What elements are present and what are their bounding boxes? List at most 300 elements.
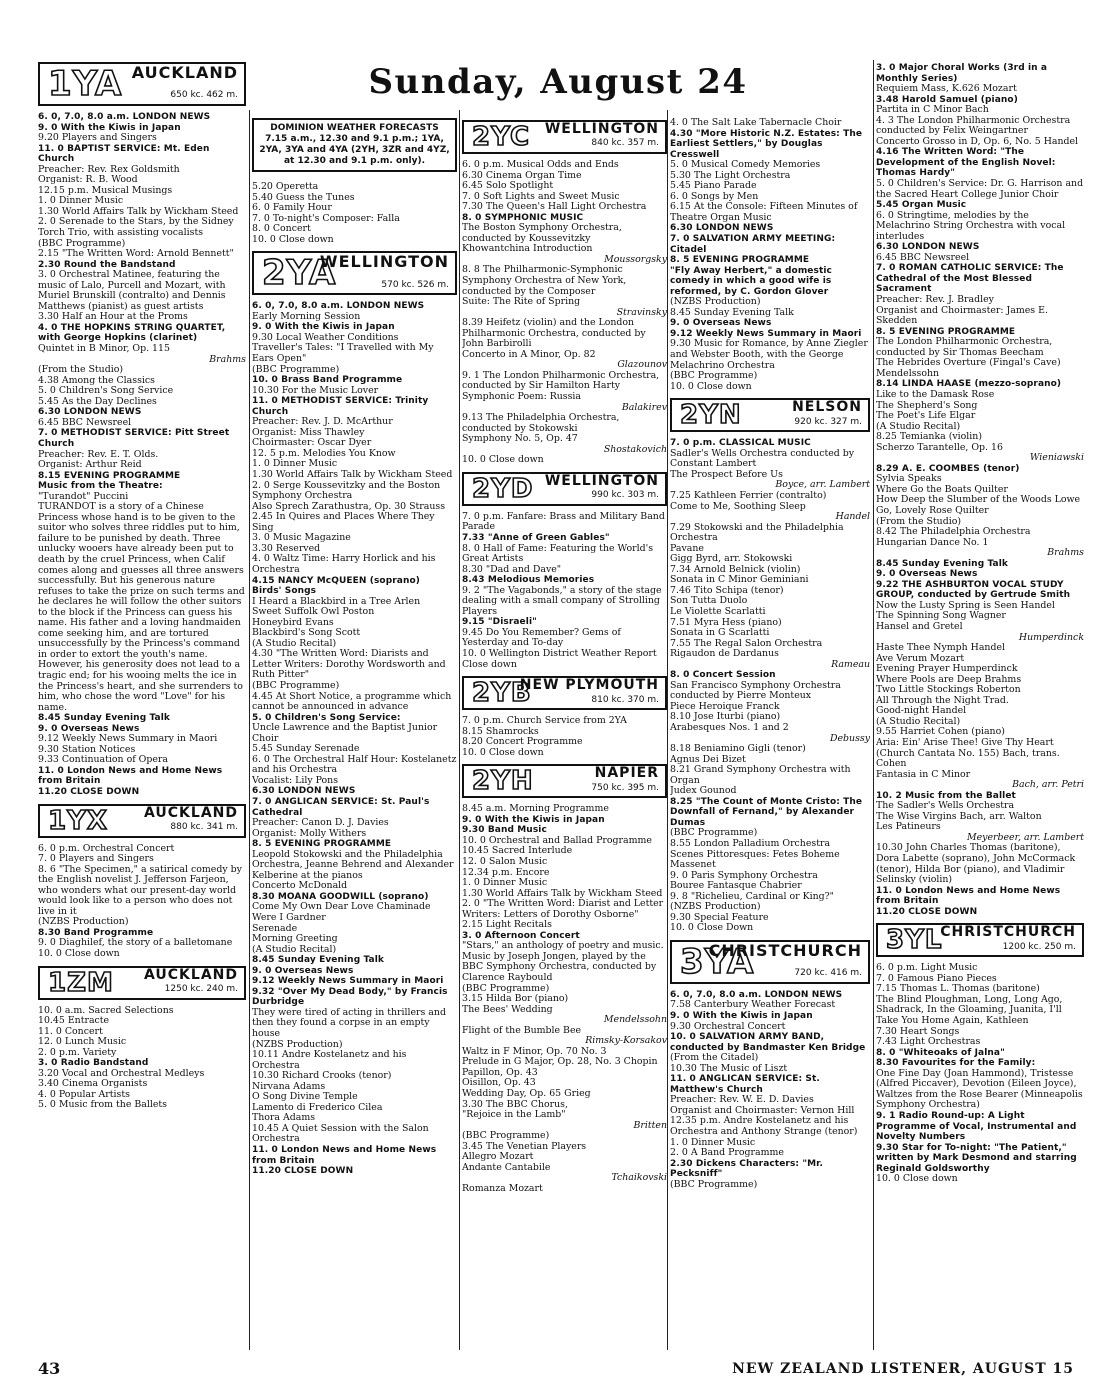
programme-line: 6. 0 Family Hour bbox=[252, 202, 332, 214]
programme-line: 1.30 World Affairs Talk by Wickham Steed bbox=[462, 887, 663, 899]
programme-line: Andante Cantabile bbox=[462, 1161, 551, 1173]
column-1 bbox=[38, 60, 246, 1111]
programme-line: (From the Citadel) bbox=[670, 1052, 759, 1064]
programme-line: Choirmaster: Oscar Dyer bbox=[252, 437, 372, 449]
programme-line: 9.30 Special Feature bbox=[670, 911, 769, 923]
programme-line: 3.45 The Venetian Players bbox=[462, 1140, 587, 1152]
programme-line: 6. 0 Songs by Men bbox=[670, 190, 759, 202]
programme-line: Brahms bbox=[209, 353, 246, 365]
programme-line: Symphony No. 5, Op. 47 bbox=[462, 433, 578, 445]
programme-line: 7. 0 Soft Lights and Sweet Music bbox=[462, 190, 620, 202]
programme-line: 9. 0 Overseas News bbox=[252, 965, 354, 976]
programme-line: Like to the Damask Rose bbox=[876, 388, 995, 400]
programme-line: Glazounov bbox=[617, 359, 667, 371]
listing-1ya-continued bbox=[252, 182, 457, 245]
programme-line: Sweet Suffolk Owl Poston bbox=[252, 606, 375, 618]
programme-line: 6.30 Cinema Organ Time bbox=[462, 169, 582, 181]
programme-line: 8. 5 EVENING PROGRAMME bbox=[252, 839, 392, 850]
programme-line: Gigg Byrd, arr. Stokowski bbox=[670, 553, 793, 565]
programme-line: 9.30 Star for To-night: "The Patient," written by Mark Desmond and starring Reginald Goldsworthy bbox=[876, 1142, 1077, 1174]
listing-2yh bbox=[462, 804, 667, 1194]
programme-line: Early Morning Session bbox=[252, 310, 361, 322]
programme-line: 2.15 Light Recitals bbox=[462, 919, 552, 931]
programme-line: 2. 0 Serge Koussevitzky and the Boston Symphony Orchestra bbox=[252, 479, 441, 502]
programme-line: 9.30 Orchestral Concert bbox=[670, 1020, 786, 1032]
station-2yh-header bbox=[462, 764, 667, 798]
programme-line: 9.33 Continuation of Opera bbox=[38, 754, 168, 766]
station-1yx-header bbox=[38, 804, 246, 838]
programme-line: Meyerbeer, arr. Lambert bbox=[967, 831, 1084, 843]
column-rule bbox=[873, 60, 874, 1350]
programme-line: (NZBS Production) bbox=[252, 1038, 343, 1050]
weather-text: 7.15 a.m., 12.30 and 9.1 p.m.; 1YA, 2YA, 3YA and 4YA (2YH, 3ZR and 4YZ, at 12.30 and 9.1 p.m. only). bbox=[259, 134, 450, 166]
programme-line: 6.30 LONDON NEWS bbox=[670, 223, 774, 234]
programme-line: Now the Lusty Spring is Seen Handel bbox=[876, 599, 1055, 611]
programme-line: 3.30 Half an Hour at the Proms bbox=[38, 311, 188, 323]
programme-line: 9. 0 Paris Symphony Orchestra bbox=[670, 869, 818, 881]
programme-line: All Through the Night Trad. bbox=[876, 694, 1009, 706]
programme-line: The London Philharmonic Orchestra, conducted by Sir Thomas Beecham bbox=[876, 336, 1053, 358]
programme-line: The Prospect Before Us bbox=[670, 468, 783, 480]
programme-line: Wedding Day, Op. 65 Grieg bbox=[462, 1088, 591, 1100]
programme-line: Bouree Fantasque Chabrier bbox=[670, 880, 802, 892]
programme-line: 2. 0 p.m. Variety bbox=[38, 1046, 117, 1058]
programme-line: 6.30 LONDON NEWS bbox=[252, 786, 356, 797]
programme-line: 7.30 Heart Songs bbox=[876, 1025, 960, 1037]
programme-line: (From the Studio) bbox=[876, 515, 962, 527]
programme-line: 5.45 Piano Parade bbox=[670, 180, 757, 192]
programme-line: Preacher: Canon D. J. Davies bbox=[252, 817, 389, 829]
programme-line: 10. 0 Close down bbox=[876, 1173, 958, 1185]
programme-line: 2.30 Dickens Characters: "Mr. Pecksniff" bbox=[670, 1158, 823, 1180]
programme-line: 3.30 The BBC Chorus, bbox=[462, 1098, 568, 1110]
programme-line: Scherzo Tarantelle, Op. 16 bbox=[876, 441, 1003, 453]
station-2ya-header bbox=[252, 251, 457, 295]
programme-line: Arabesques Nos. 1 and 2 bbox=[670, 721, 789, 733]
programme-line: 9. 0 Overseas News bbox=[876, 569, 978, 580]
programme-line: Waltz in F Minor, Op. 70 No. 3 bbox=[462, 1045, 607, 1057]
programme-line: Papillon, Op. 43 bbox=[462, 1066, 538, 1078]
programme-line: Bach, arr. Petri bbox=[1012, 779, 1084, 791]
station-frequency: 650 kc. 462 m. bbox=[170, 90, 238, 101]
programme-line: 9.30 Station Notices bbox=[38, 743, 136, 755]
station-frequency: 810 kc. 370 m. bbox=[591, 694, 659, 705]
station-call-sign: 1YA bbox=[48, 64, 123, 104]
programme-line: Leopold Stokowski and the Philadelphia Orchestra, Jeanne Behrend and Alexander Kelberine at the pianos bbox=[252, 848, 454, 881]
programme-line: Aria: Ein' Arise Thee! Give Thy Heart (Church Cantata No. 155) Bach, trans. Cohen bbox=[876, 737, 1060, 770]
programme-line: One Fine Day (Joan Hammond), Tristesse (Alfred Piccaver), Devotion (Eileen Joyce), Waltzes from the Rose Bearer (Minneapolis Symphony Orchestra) bbox=[876, 1067, 1083, 1111]
listing-2yc-continued bbox=[670, 118, 870, 392]
programme-line: Agnus Dei Bizet bbox=[670, 753, 746, 765]
programme-line: 5.45 Organ Music bbox=[876, 200, 967, 211]
programme-line: (BBC Programme) bbox=[252, 363, 340, 375]
programme-line: 3. 0 Radio Bandstand bbox=[38, 1058, 149, 1069]
programme-line: Hungarian Dance No. 1 bbox=[876, 536, 989, 548]
programme-line: Go, Lovely Rose Quilter bbox=[876, 504, 989, 516]
programme-line: 3.48 Harold Samuel (piano) bbox=[876, 94, 1018, 105]
programme-line: 7. 0 p.m. Church Service from 2YA bbox=[462, 715, 627, 727]
station-city: CHRISTCHURCH bbox=[940, 924, 1076, 941]
programme-line: (A Studio Recital) bbox=[252, 943, 337, 955]
programme-line: Oisillon, Op. 43 bbox=[462, 1077, 536, 1089]
programme-line: 4.45 At Short Notice, a programme which cannot be announced in advance bbox=[252, 690, 452, 713]
programme-line: 8.45 Sunday Evening Talk bbox=[38, 713, 170, 724]
listing-1yx bbox=[38, 844, 246, 960]
programme-line: 6. 0 p.m. Light Music bbox=[876, 962, 978, 974]
listing-3ya-continued bbox=[876, 63, 1084, 917]
programme-line: Rimsky-Korsakov bbox=[585, 1035, 667, 1047]
programme-line: 7.15 Thomas L. Thomas (baritone) bbox=[876, 983, 1040, 995]
programme-line: The Shepherd's Song bbox=[876, 399, 978, 411]
programme-line: The Bees' Wedding bbox=[462, 1003, 553, 1015]
station-3ya-header bbox=[670, 940, 870, 984]
station-frequency: 720 kc. 416 m. bbox=[794, 968, 862, 979]
station-call-sign: 1ZM bbox=[48, 967, 114, 998]
programme-line: 5.40 Guess the Tunes bbox=[252, 191, 355, 203]
programme-line: 1. 0 Dinner Music bbox=[462, 877, 548, 889]
programme-line: (BBC Programme) bbox=[462, 1130, 550, 1142]
programme-line: 10. 0 Close Down bbox=[670, 922, 754, 934]
programme-line: Come to Me, Soothing Sleep bbox=[670, 500, 806, 512]
programme-line: 7.58 Canterbury Weather Forecast bbox=[670, 999, 836, 1011]
programme-line: 3. 0 Major Choral Works (3rd in a Monthly Series) bbox=[876, 63, 1048, 84]
programme-line: Preacher: Rev. E. T. Olds. bbox=[38, 448, 159, 460]
programme-line: Shostakovich bbox=[603, 443, 667, 455]
station-call-sign: 2YD bbox=[472, 473, 534, 504]
programme-line: 9.45 Do You Remember? Gems of Yesterday and To-day bbox=[462, 626, 621, 649]
programme-line: 3.15 Hilda Bor (piano) bbox=[462, 993, 569, 1005]
programme-line: 6.45 BBC Newsreel bbox=[876, 251, 970, 263]
programme-line: Where Pools are Deep Brahms bbox=[876, 673, 1022, 685]
programme-line: 2. 0 A Band Programme bbox=[670, 1147, 784, 1159]
programme-line: 7. 0 METHODIST SERVICE: Pitt Street Church bbox=[38, 428, 230, 449]
programme-line: 10. 0 Close down bbox=[670, 380, 752, 392]
programme-line: Prelude in G Major, Op. 28, No. 3 Chopin bbox=[462, 1056, 658, 1068]
programme-line: 1.30 World Affairs Talk by Wickham Steed bbox=[38, 205, 239, 217]
programme-line: 9. 1 Radio Round-up: A Light Programme of Vocal, Instrumental and Novelty Numbers bbox=[876, 1110, 1077, 1143]
programme-line: 2. 0 "The Written Word: Diarist and Letter Writers: Letters of Dorothy Osborne" bbox=[462, 898, 664, 920]
programme-line: Sylvia Speaks bbox=[876, 473, 942, 485]
programme-line: 8.20 Concert Programme bbox=[462, 736, 583, 748]
programme-line: 7. 0 SALVATION ARMY MEETING: Citadel bbox=[670, 234, 836, 255]
programme-line: 9. 0 With the Kiwis in Japan bbox=[38, 122, 181, 133]
station-call-sign: 2YN bbox=[680, 400, 742, 431]
programme-line: 3. 0 Orchestral Matinee, featuring the music of Lalo, Purcell and Mozart, with Muriel Brunskill (contralto) and Dennis Matthews (pianist) as guest artists bbox=[38, 269, 226, 312]
programme-line: Concerto in A Minor, Op. 82 bbox=[462, 348, 596, 360]
programme-line: 5.45 As the Day Declines bbox=[38, 395, 157, 407]
programme-line: 9.12 Weekly News Summary in Maori bbox=[38, 733, 218, 745]
programme-line: Were I Gardner bbox=[252, 912, 326, 923]
station-frequency: 750 kc. 395 m. bbox=[591, 782, 659, 793]
programme-line: Morning Greeting bbox=[252, 933, 338, 945]
programme-line: Sonata in G Scarlatti bbox=[670, 627, 770, 639]
station-city: WELLINGTON bbox=[544, 121, 659, 137]
programme-line: 9. 8 "Richelieu, Cardinal or King?" bbox=[670, 890, 834, 902]
programme-line: 11. 0 BAPTIST SERVICE: Mt. Eden Church bbox=[38, 143, 210, 165]
listing-2yd bbox=[462, 512, 667, 670]
programme-line: Romanza Mozart bbox=[462, 1182, 543, 1194]
programme-line: 9.12 Weekly News Summary in Maori bbox=[670, 328, 862, 339]
station-frequency: 880 kc. 341 m. bbox=[170, 822, 238, 832]
programme-line: (From the Studio) bbox=[38, 364, 124, 376]
programme-line: 9.30 Local Weather Conditions bbox=[252, 331, 399, 343]
programme-line: 8.30 "Dad and Dave" bbox=[462, 563, 562, 575]
programme-line: 11. 0 London News and Home News from Britain bbox=[876, 885, 1061, 907]
programme-line: 4.38 Among the Classics bbox=[38, 374, 155, 386]
programme-line: Birds' Songs bbox=[252, 586, 317, 597]
page-headline: Sunday, August 24 bbox=[368, 62, 748, 102]
programme-line: Vocalist: Lily Pons bbox=[252, 774, 339, 786]
programme-line: Brahms bbox=[1047, 547, 1084, 559]
station-call-sign: 2YC bbox=[472, 122, 531, 152]
programme-line: Suite: The Rite of Spring bbox=[462, 296, 581, 308]
programme-line: 5. 0 Children's Song Service bbox=[38, 385, 174, 397]
programme-line: 11. 0 ANGLICAN SERVICE: St. Matthew's Church bbox=[670, 1074, 820, 1095]
programme-line: 6.45 Solo Spotlight bbox=[462, 180, 554, 192]
programme-line: Balakirev bbox=[621, 401, 667, 413]
programme-line: 8.14 LINDA HAASE (mezzo-soprano) bbox=[876, 379, 1062, 390]
programme-line: 9. 0 Overseas News bbox=[38, 723, 140, 734]
station-frequency: 840 kc. 357 m. bbox=[591, 138, 659, 149]
programme-line: 9. 0 With the Kiwis in Japan bbox=[252, 322, 395, 333]
programme-line: 5.45 Sunday Serenade bbox=[252, 743, 360, 755]
programme-line: 11.20 CLOSE DOWN bbox=[252, 1166, 354, 1177]
programme-line: 10. 0 Close down bbox=[38, 948, 120, 960]
programme-line: 4.15 NANCY McQUEEN (soprano) bbox=[252, 575, 420, 586]
station-city: NEW PLYMOUTH bbox=[519, 677, 659, 694]
listing-3ya bbox=[670, 990, 870, 1190]
programme-line: 2.30 Round the Bandstand bbox=[38, 259, 176, 270]
programme-line: 9.30 Band Music bbox=[462, 825, 547, 836]
programme-line: 8.15 Shamrocks bbox=[462, 725, 539, 737]
programme-line: 7.34 Arnold Belnick (violin) bbox=[670, 563, 801, 575]
programme-line: (NZBS Production) bbox=[670, 901, 761, 913]
programme-line: 7.51 Myra Hess (piano) bbox=[670, 616, 782, 628]
programme-line: Organist and Choirmaster: James E. Skedden bbox=[876, 304, 1048, 327]
programme-line: 1.30 World Affairs Talk by Wickham Steed bbox=[252, 469, 453, 481]
programme-line: Organist: Arthur Reid bbox=[38, 459, 142, 471]
programme-line: Serenade bbox=[252, 922, 298, 934]
programme-line: 1. 0 Dinner Music bbox=[252, 458, 338, 470]
programme-line: Quintet in B Minor, Op. 115 bbox=[38, 343, 170, 355]
listing-1ya bbox=[38, 112, 246, 798]
programme-line: 6. 0, 7.0, 8.0 a.m. LONDON NEWS bbox=[252, 301, 425, 312]
programme-line: Judex Gounod bbox=[670, 785, 737, 797]
programme-line: (BBC Programme) bbox=[670, 370, 758, 382]
programme-line: 10. 0 Wellington District Weather Report bbox=[462, 647, 657, 659]
programme-line: (NZBS Production) bbox=[38, 916, 129, 928]
programme-line: 7.43 Light Orchestras bbox=[876, 1036, 981, 1048]
programme-line: 7.33 "Anne of Green Gables" bbox=[462, 532, 610, 543]
programme-line: 4. 0 THE HOPKINS STRING QUARTET, with George Hopkins (clarinet) bbox=[38, 322, 226, 344]
station-call-sign: 2YA bbox=[262, 253, 337, 294]
station-frequency: 990 kc. 303 m. bbox=[591, 490, 659, 501]
programme-line: 7. 0 To-night's Composer: Falla bbox=[252, 212, 400, 224]
programme-line: 8. 8 The Philharmonic-Symphonic Symphony Orchestra of New York, conducted by the Composer bbox=[462, 264, 627, 297]
programme-line: Uncle Lawrence and the Baptist Junior Choir bbox=[252, 722, 438, 744]
programme-line: 5. 0 Musical Comedy Memories bbox=[670, 159, 821, 171]
programme-line: Pavane bbox=[670, 542, 704, 554]
programme-line: 8.30 Favourites for the Family: bbox=[876, 1058, 1036, 1069]
station-2yb-header bbox=[462, 676, 667, 710]
programme-line: Scenes Pittoresques: Fetes Boheme Massenet bbox=[670, 848, 840, 871]
programme-line: Hansel and Gretel bbox=[876, 620, 963, 632]
programme-line: (BBC Programme) bbox=[462, 982, 550, 994]
programme-line: Wieniawski bbox=[1029, 452, 1084, 464]
column-4 bbox=[670, 118, 870, 1190]
programme-line: 9. 1 The London Philharmonic Orchestra, conducted by Sir Hamilton Harty bbox=[462, 369, 660, 392]
listing-1zm bbox=[38, 1006, 246, 1111]
programme-line: 8.25 "The Count of Monte Cristo: The Downfall of Fernand," by Alexander Dumas bbox=[670, 796, 863, 828]
programme-line: Organist and Choirmaster: Vernon Hill bbox=[670, 1104, 855, 1116]
programme-line: Moussorgsky bbox=[604, 253, 667, 265]
programme-line: Allegro Mozart bbox=[462, 1151, 534, 1163]
programme-line: Organist: R. B. Wood bbox=[38, 174, 138, 186]
programme-line: 8.45 a.m. Morning Programme bbox=[462, 803, 609, 815]
programme-line: Mendelssohn bbox=[603, 1014, 667, 1026]
programme-line: 9. 0 With the Kiwis in Japan bbox=[462, 814, 605, 825]
programme-line: 11.20 CLOSE DOWN bbox=[876, 906, 978, 917]
programme-line: 3.20 Vocal and Orchestral Medleys bbox=[38, 1067, 205, 1079]
programme-line: Haste Thee Nymph Handel bbox=[876, 642, 1005, 654]
programme-line: 8. 6 "The Specimen," a satirical comedy by the English novelist J. Jefferson Farjeon, who wonders what our present-day world would look like to a person who does not live in it bbox=[38, 863, 242, 917]
programme-line: Partita in C Minor Bach bbox=[876, 104, 989, 116]
column-2 bbox=[252, 118, 457, 1177]
programme-line: 11. 0 Concert bbox=[38, 1025, 103, 1037]
station-call-sign: 2YH bbox=[472, 766, 534, 797]
programme-line: Humperdinck bbox=[1018, 631, 1084, 643]
programme-line: 12. 5 p.m. Melodies You Know bbox=[252, 447, 396, 459]
programme-line: 12.15 p.m. Musical Musings bbox=[38, 184, 173, 196]
programme-line: The Blind Ploughman, Long, Long Ago, Shadrack, In the Gloaming, Juanita, I'll Take You Home Again, Kathleen bbox=[876, 993, 1063, 1027]
programme-line: 2.15 "The Written Word: Arnold Bennett" bbox=[38, 248, 234, 260]
programme-line: 4.16 The Written Word: "The Development of the English Novel: Thomas Hardy" bbox=[876, 147, 1056, 179]
station-frequency: 570 kc. 526 m. bbox=[381, 279, 449, 290]
listing-2ya bbox=[252, 301, 457, 1176]
programme-line: 6. 0, 7.0, 8.0 a.m. LONDON NEWS bbox=[670, 989, 843, 1000]
publication-footer: NEW ZEALAND LISTENER, AUGUST 15 bbox=[732, 1361, 1074, 1377]
station-city: NAPIER bbox=[594, 765, 659, 782]
programme-line: "Stars," an anthology of poetry and music. Music by Joseph Jongen, played by the BBC Symphony Orchestra, conducted by Clarence Raybould bbox=[462, 940, 664, 983]
programme-line: 8.30 MOANA GOODWILL (soprano) bbox=[252, 891, 429, 902]
programme-line: 8.45 Sunday Evening Talk bbox=[876, 558, 1008, 569]
programme-line: 6. 0 Stringtime, melodies by the Melachrino String Orchestra with vocal interludes bbox=[876, 209, 1066, 242]
programme-line: Preacher: Rev. J. Bradley bbox=[876, 294, 994, 306]
programme-line: 9.13 The Philadelphia Orchestra, conducted by Stokowski bbox=[462, 412, 620, 434]
programme-line: 7. 0 ANGLICAN SERVICE: St. Paul's Cathedral bbox=[252, 796, 430, 818]
programme-line: 6.45 BBC Newsreel bbox=[38, 416, 132, 428]
programme-line: 9. 2 "The Vagabonds," a story of the stage dealing with a small company of Strolling Players bbox=[462, 584, 662, 617]
programme-line: (A Studio Recital) bbox=[252, 637, 337, 649]
programme-line: 12. 0 Lunch Music bbox=[38, 1036, 127, 1048]
programme-line: 8.25 Temianka (violin) bbox=[876, 431, 982, 443]
programme-line: (BBC Programme) bbox=[252, 679, 340, 691]
programme-line: 2.45 In Quires and Places Where They Sing bbox=[252, 511, 435, 533]
programme-line: Music from the Theatre: bbox=[38, 481, 163, 492]
programme-line: TURANDOT is a story of a Chinese Princess whose hand is to be given to the suitor who solves three riddles put to him, failure to be punished by death. Three unlucky wooers have already been put to death by the cruel Princess, when Calif comes along and guesses all three answers successfully. But his generous nature refuses to take the prize on such terms and he declares he will follow the other suitors to the block if the Princess can guess his name. His father and a loving handmaiden come seeking him, and are tortured unsuccessfully by the Princess's command in order to extort the youth's name. However, his generosity does not lead to a tragic end; for his wooing melts the ice in the Princess's heart, and she surrenders to him, who chose the word "Love" for his name. bbox=[38, 501, 245, 713]
weather-forecast-box bbox=[252, 118, 457, 172]
programme-line: The Sadler's Wells Orchestra bbox=[876, 800, 1015, 812]
programme-line: 8.43 Melodious Memories bbox=[462, 575, 595, 586]
station-city: AUCKLAND bbox=[131, 63, 238, 82]
programme-line: Nirvana Adams bbox=[252, 1080, 326, 1092]
programme-line: Ave Verum Mozart bbox=[876, 652, 965, 664]
programme-line: 11. 0 METHODIST SERVICE: Trinity Church bbox=[252, 396, 429, 417]
station-frequency: 920 kc. 327 m. bbox=[794, 416, 862, 427]
column-rule bbox=[459, 110, 460, 1350]
programme-line: 10.11 Andre Kostelanetz and his Orchestra bbox=[252, 1049, 407, 1071]
programme-line: Thora Adams bbox=[252, 1112, 316, 1124]
programme-line: 6.15 At the Console: Fifteen Minutes of Theatre Organ Music bbox=[670, 201, 858, 223]
programme-line: 6. 0 The Orchestral Half Hour: Kostelanetz and his Orchestra bbox=[252, 753, 457, 776]
programme-line: 1. 0 Dinner Music bbox=[670, 1136, 756, 1148]
programme-line: 9.15 "Disraeli" bbox=[462, 617, 537, 628]
programme-line: Debussy bbox=[829, 732, 870, 744]
programme-line: 9.20 Players and Singers bbox=[38, 132, 157, 144]
programme-line: Organist: Miss Thawley bbox=[252, 426, 365, 438]
programme-line: 6.30 LONDON NEWS bbox=[38, 407, 142, 418]
station-1ya-header bbox=[38, 62, 246, 106]
programme-line: 3. 0 Music Magazine bbox=[252, 532, 351, 544]
programme-line: 6. 0 p.m. Musical Odds and Ends bbox=[462, 159, 619, 170]
programme-line: 10. 0 Close down bbox=[252, 233, 334, 245]
programme-line: 5.30 The Light Orchestra bbox=[670, 169, 791, 181]
programme-line: Sadler's Wells Orchestra conducted by Constant Lambert bbox=[670, 447, 855, 470]
programme-line: "Fly Away Herbert," a domestic comedy in which a good wife is reformed, by C. Gordon Glover bbox=[670, 265, 832, 297]
programme-line: Rigaudon de Dardanus bbox=[670, 648, 779, 660]
programme-line: 8.10 Jose Iturbi (piano) bbox=[670, 711, 781, 723]
programme-line: San Francisco Symphony Orchestra conducted by Pierre Monteux bbox=[670, 679, 841, 702]
programme-line: 7.29 Stokowski and the Philadelphia Orchestra bbox=[670, 521, 844, 544]
programme-line: Boyce, arr. Lambert bbox=[775, 479, 870, 491]
station-2yd-header bbox=[462, 472, 667, 506]
programme-line: Two Little Stockings Roberton bbox=[876, 684, 1021, 696]
column-3 bbox=[462, 118, 667, 1194]
programme-line: 7. 0 Famous Piano Pieces bbox=[876, 972, 997, 984]
programme-line: Traveller's Tales: "I Travelled with My Ears Open" bbox=[252, 342, 434, 365]
programme-line: 8. 5 EVENING PROGRAMME bbox=[670, 255, 810, 266]
programme-line: 9. 0 Diaghilef, the story of a balletomane bbox=[38, 937, 233, 949]
programme-line: 10.45 Entracte bbox=[38, 1015, 110, 1027]
programme-line: "Turandot" Puccini bbox=[38, 490, 129, 502]
programme-line: 8. 0 "Whiteoaks of Jalna" bbox=[876, 1047, 1005, 1058]
programme-line: 7.55 The Regal Salon Orchestra bbox=[670, 637, 823, 649]
programme-line: Tchaikovski bbox=[611, 1172, 667, 1184]
page-number: 43 bbox=[38, 1359, 61, 1378]
programme-line: (BBC Programme) bbox=[670, 1178, 758, 1190]
programme-line: 10. 0 Close down bbox=[462, 454, 544, 466]
station-call-sign: 3YL bbox=[886, 925, 943, 956]
station-2yn-header bbox=[670, 398, 870, 432]
programme-line: 8. 0 SYMPHONIC MUSIC bbox=[462, 212, 584, 223]
programme-line: 6. 0, 7.0, 8.0 a.m. LONDON NEWS bbox=[38, 112, 211, 122]
station-call-sign: 3YA bbox=[680, 941, 755, 982]
programme-line: Requiem Mass, K.626 Mozart bbox=[876, 83, 1017, 95]
station-city: CHRISTCHURCH bbox=[708, 940, 862, 960]
station-city: WELLINGTON bbox=[319, 252, 449, 272]
programme-line: The Wise Virgins Bach, arr. Walton bbox=[876, 810, 1042, 822]
station-call-sign: 2YB bbox=[472, 678, 532, 709]
programme-line: 8. 0 Concert bbox=[252, 223, 311, 235]
programme-line: 10.30 The Music of Liszt bbox=[670, 1062, 788, 1074]
programme-line: 8.29 A. E. COOMBES (tenor) bbox=[876, 463, 1020, 474]
programme-line: 4. 0 Waltz Time: Harry Horlick and his Orchestra bbox=[252, 553, 436, 575]
programme-line: 4.30 "The Written Word: Diarists and Letter Writers: Dorothy Wordsworth and Ruth Pitter" bbox=[252, 648, 446, 681]
programme-line: The Poet's Life Elgar bbox=[876, 410, 976, 422]
programme-line: 8.45 Sunday Evening Talk bbox=[670, 306, 794, 318]
programme-line: 3.40 Cinema Organists bbox=[38, 1078, 148, 1090]
programme-line: 8.30 Band Programme bbox=[38, 927, 154, 938]
